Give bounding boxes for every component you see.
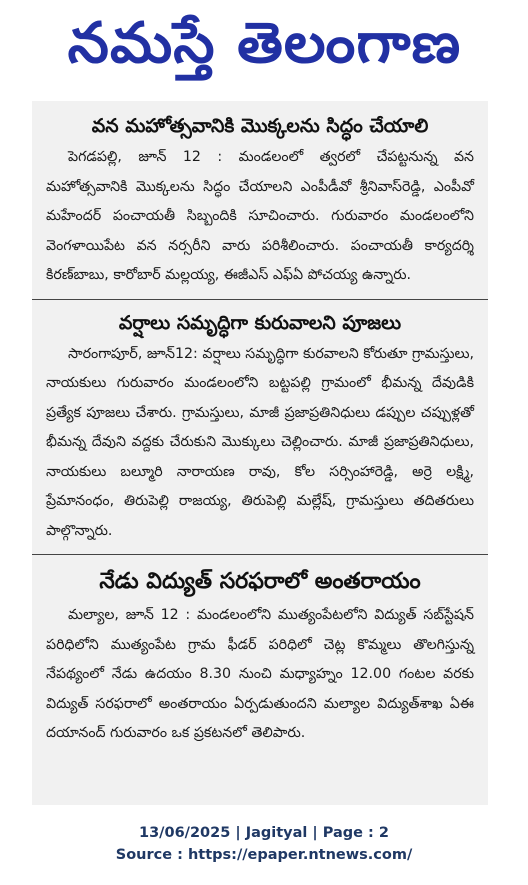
article-body: సారంగాపూర్, జూన్12: వర్షాలు సమృద్ధిగా కురవాలని కోరుతూ గ్రామస్తులు, నాయకులు గురువారం మండలంలోని బట్టపల్లి గ్రామంలో భీమన్న దేవుడికి ప్రత్యేక పూజలు చేశారు. గ్రామస్తులు, మాజీ ప్రజాప్రతినిధులు డప్పుల చప్పుళ్లతో భీమన్న దేవుని వద్దకు చేరుకుని మొక్కులు చెల్లించారు. మాజీ ప్రజాప్రతినిధులు, నాయకులు బల్మూరి నారాయణ రావు, కోల సర్సింహారెడ్డి, అర్రె లక్ష్మి, ప్రేమానంధం, తిరుపెల్లి రాజయ్య, తిరుపెల్లి మల్లేష్, గ్రామస్తులు తదితరులు పాల్గొన్నారు.: [46, 345, 474, 539]
article-divider: [32, 299, 488, 300]
article-body: మల్యాల, జూన్ 12 : మండలంలోని ముత్యంపేటలోని విద్యుత్ సబ్‌స్టేషన్ పరిధిలోని ముత్యంపేట గ్రామ ఫీడర్ పరిధిలో చెట్ల కొమ్మలు తొలగిస్తున్న నేపథ్యంలో నేడు ఉదయం 8.30 నుంచి మధ్యాహ్నం 12.00 గంటల వరకు విద్యుత్ సరఫరాలో అంతరాయం ఏర్పడుతుందని మల్యాల విద్యుత్‌శాఖ ఏఈ దయానంద్ గురువారం ఒక ప్రకటనలో తెలిపారు.: [46, 607, 474, 741]
source-link[interactable]: Source : https://epaper.ntnews.com/: [115, 847, 413, 863]
page-footer: [0, 822, 528, 866]
article-headline: నేడు విద్యుత్ సరఫరాలో అంతరాయం: [99, 569, 421, 594]
article-2: [32, 304, 488, 547]
article-3: [32, 559, 488, 749]
masthead: [0, 0, 528, 88]
article-divider: [32, 554, 488, 555]
article-headline: వన మహోత్సవానికి మొక్కలను సిద్ధం చేయాలి: [91, 115, 429, 137]
article-1: [32, 101, 488, 291]
article-body: పెగడపల్లి, జూన్ 12 : మండలంలో త్వరలో చేపట్టనున్న వన మహోత్సవానికి మొక్కలను సిద్ధం చేయాలని ఎంపీడీవో శ్రీనివాస్‌రెడ్డి, ఎంపీవో మహేందర్ పంచాయతీ సిబ్బందికి సూచించారు. గురువారం మండలంలోని వెంగళాయిపేట వన నర్సరీని వారు పరిశీలించారు. పంచాయతీ కార్యదర్శి కిరణ్‌బాబు, కారోబార్ మల్లయ్య, ఈజీఎస్ ఎఫ్‌ఏ పోచయ్య ఉన్నారు.: [46, 149, 474, 283]
article-headline: వర్షాలు సమృద్ధిగా కురువాలని పూజలు: [118, 311, 402, 334]
news-clipping: [32, 101, 488, 805]
newspaper-title: నమస్తే తెలంగాణ: [67, 11, 461, 76]
edition-info: 13/06/2025 | Jagityal | Page : 2: [139, 825, 389, 841]
